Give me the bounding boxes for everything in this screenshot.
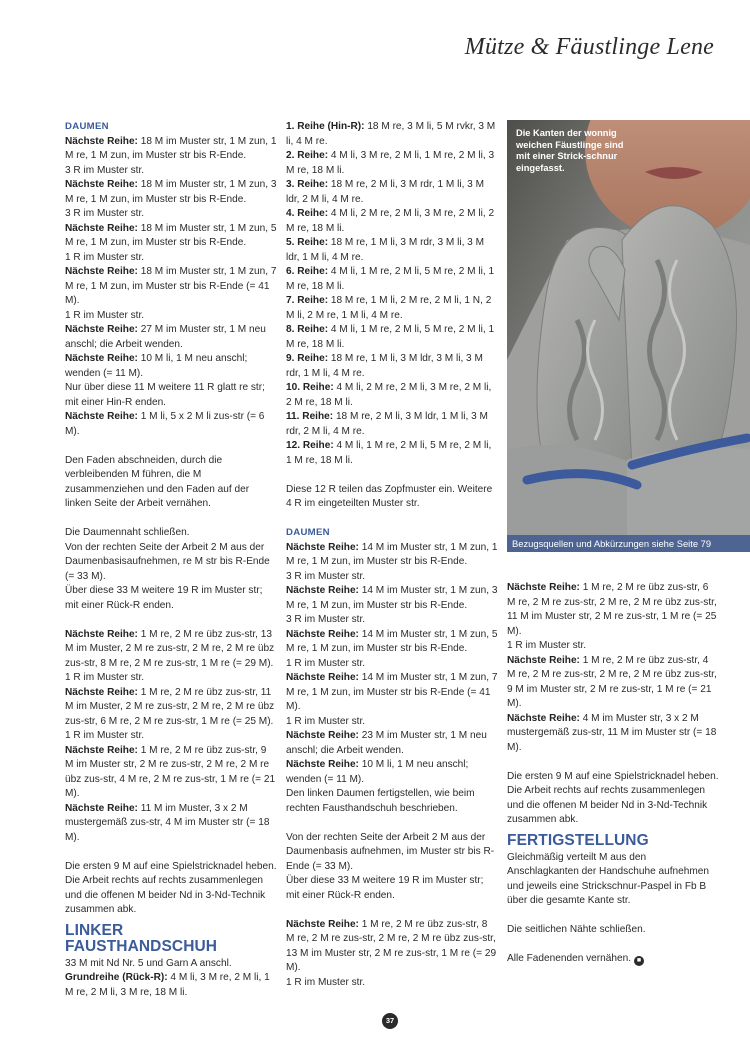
column-middle bbox=[286, 120, 498, 990]
section-heading-fertigstellung: FERTIGSTELLUNG bbox=[507, 831, 649, 849]
instruction-row: Nächste Reihe: 10 M li, 1 M neu anschl; wenden (= 11 M). bbox=[65, 353, 248, 379]
instruction-row: Nächste Reihe: 1 M re, 2 M re übz zus-str, 13 M im Muster, 2 M re zus-str, 2 M re, 2 M re übz zus-str, 8 M re, 2 M re zus-str, 1 M re (= 29 M). bbox=[65, 628, 275, 669]
instruction-row: Nächste Reihe: 18 M im Muster str, 1 M zun, 3 M re, 1 M zun, im Muster str bis R-Ende. bbox=[65, 179, 277, 205]
paragraph: Über diese 33 M weitere 19 R im Muster str; mit einer Rück-R enden. bbox=[286, 875, 484, 901]
instruction-line: 3 R im Muster str. bbox=[286, 570, 366, 582]
instruction-line: 1 R im Muster str. bbox=[286, 976, 366, 988]
instruction-line: 1 R im Muster str. bbox=[65, 309, 145, 321]
photo-caption-bar: Bezugsquellen und Abkürzungen siehe Seite 79 bbox=[507, 535, 750, 552]
instruction-line: 1 R im Muster str. bbox=[65, 730, 145, 741]
section-heading-daumen: DAUMEN bbox=[65, 121, 109, 132]
paragraph: Die Daumennaht schließen. bbox=[65, 527, 190, 538]
instruction-line: 3 R im Muster str. bbox=[65, 164, 145, 176]
paragraph: Diese 12 R teilen das Zopfmuster ein. Weitere 4 R im eingeteilten Muster str. bbox=[286, 483, 493, 509]
paragraph: Die Arbeit rechts auf rechts zusammenlegen und die offenen M beider Nd in 3-Nd-Technik zusammen abk. bbox=[65, 875, 266, 915]
instruction-row: Nächste Reihe: 10 M li, 1 M neu anschl; wenden (= 11 M). bbox=[286, 759, 469, 785]
paragraph: Die ersten 9 M auf eine Spielstricknadel heben. bbox=[65, 860, 277, 872]
pattern-row: 5. Reihe: 18 M re, 1 M li, 3 M rdr, 3 M li, 3 M ldr, 1 M li, 4 M re. bbox=[286, 237, 485, 263]
instruction-line: 1 R im Muster str. bbox=[507, 640, 587, 651]
pattern-row: 6. Reihe: 4 M li, 1 M re, 2 M li, 5 M re, 2 M li, 1 M re, 18 M li. bbox=[286, 266, 495, 292]
instruction-line: 3 R im Muster str. bbox=[286, 614, 366, 625]
section-heading-daumen: DAUMEN bbox=[286, 527, 330, 538]
instruction-row: Nächste Reihe: 14 M im Muster str, 1 M zun, 1 M re, 1 M zun, im Muster str bis R-Ende. bbox=[286, 541, 498, 567]
instruction-row: Nächste Reihe: 4 M im Muster str, 3 x 2 M mustergemäß zus-str, 11 M im Muster str (= 18 M). bbox=[507, 712, 717, 753]
instruction-line: 1 R im Muster str. bbox=[286, 715, 366, 727]
instruction-row: Nächste Reihe: 14 M im Muster str, 1 M zun, 7 M re, 1 M zun, im Muster str bis R-Ende (= 41 M). bbox=[286, 672, 498, 712]
instruction-row: Nächste Reihe: 18 M im Muster str, 1 M zun, 5 M re, 1 M zun, im Muster str bis R-Ende. bbox=[65, 222, 277, 248]
instruction-row: Nächste Reihe: 1 M re, 2 M re übz zus-str, 8 M re, 2 M re zus-str, 2 M re, 2 M re übz zus-str, 13 M im Muster str, 2 M re zus-str, 1 M re (= 29 M). bbox=[286, 918, 497, 973]
paragraph-end: Alle Fadenenden vernähen. ■ bbox=[507, 952, 719, 967]
photo-mittens bbox=[507, 120, 750, 552]
instruction-row: Nächste Reihe: 1 M re, 2 M re übz zus-str, 4 M re, 2 M re zus-str, 2 M re, 2 M re übz zus-str, 9 M im Muster str, 2 M re zus-str, 1 M re (= 21 M). bbox=[507, 654, 717, 709]
instruction-line: 3 R im Muster str. bbox=[65, 208, 145, 219]
instruction-line: 1 R im Muster str. bbox=[65, 672, 145, 683]
instruction-row: Nächste Reihe: 27 M im Muster str, 1 M neu anschl; die Arbeit wenden. bbox=[65, 324, 266, 350]
end-mark-icon: ■ bbox=[634, 956, 644, 966]
paragraph: Von der rechten Seite der Arbeit 2 M aus der Daumenbasis aufnehmen, im Muster str bis R-Ende (= 33 M). bbox=[286, 831, 495, 872]
paragraph: Gleichmäßig verteilt M aus den Anschlagkanten der Handschuhe aufnehmen und jeweils eine Strickschnur-Paspel in Fb B über die gesamte Kante str. bbox=[507, 851, 710, 906]
instruction-row: Nächste Reihe: 23 M im Muster str, 1 M neu anschl; die Arbeit wenden. bbox=[286, 730, 487, 756]
pattern-row: 3. Reihe: 18 M re, 2 M li, 3 M rdr, 1 M li, 3 M ldr, 2 M li, 4 M re. bbox=[286, 179, 485, 205]
pattern-row: 2. Reihe: 4 M li, 3 M re, 2 M li, 1 M re, 2 M li, 3 M re, 18 M li. bbox=[286, 150, 495, 176]
paragraph: 33 M mit Nd Nr. 5 und Garn A anschl. bbox=[65, 957, 232, 969]
paragraph: Die seitlichen Nähte schließen. bbox=[507, 924, 646, 935]
paragraph: Die Arbeit rechts auf rechts zusammenlegen und die offenen M beider Nd in 3-Nd-Technik zusammen abk. bbox=[507, 785, 708, 825]
instruction-line: Nur über diese 11 M weitere 11 R glatt re str; mit einer Hin-R enden. bbox=[65, 382, 265, 408]
column-left bbox=[65, 120, 277, 1000]
column-right bbox=[507, 581, 719, 967]
instruction-line: 1 R im Muster str. bbox=[65, 251, 145, 263]
pattern-row: 11. Reihe: 18 M re, 2 M li, 3 M ldr, 1 M li, 3 M rdr, 2 M li, 4 M re. bbox=[286, 411, 488, 437]
pattern-row: 9. Reihe: 18 M re, 1 M li, 3 M ldr, 3 M li, 3 M rdr, 1 M li, 4 M re. bbox=[286, 353, 483, 379]
paragraph: Den linken Daumen fertigstellen, wie beim rechten Fausthandschuh beschrieben. bbox=[286, 788, 475, 814]
instruction-row: Nächste Reihe: 1 M li, 5 x 2 M li zus-str (= 6 M). bbox=[65, 411, 265, 437]
paragraph: Von der rechten Seite der Arbeit 2 M aus der Daumenbasisaufnehmen, re M str bis R-Ende (= 33 M). bbox=[65, 541, 270, 582]
instruction-row: Nächste Reihe: 1 M re, 2 M re übz zus-str, 6 M re, 2 M re zus-str, 2 M re, 2 M re übz zus-str, 11 M im Muster str, 2 M re zus-str, 1 M re (= 25 M). bbox=[507, 582, 717, 637]
instruction-row: Nächste Reihe: 1 M re, 2 M re übz zus-str, 11 M im Muster, 2 M re zus-str, 2 M re, 2 M re übz zus-str, 6 M re, 2 M re zus-str, 1 M re (= 25 M). bbox=[65, 686, 275, 727]
instruction-row: Nächste Reihe: 11 M im Muster, 3 x 2 M mustergemäß zus-str, 4 M im Muster str (= 18 M). bbox=[65, 802, 270, 843]
pattern-row: 10. Reihe: 4 M li, 2 M re, 2 M li, 3 M re, 2 M li, 2 M re, 18 M li. bbox=[286, 382, 492, 408]
pattern-row: 8. Reihe: 4 M li, 1 M re, 2 M li, 5 M re, 2 M li, 1 M re, 18 M li. bbox=[286, 324, 495, 350]
paragraph: Den Faden abschneiden, durch die verbleibenden M führen, die M zusammenziehen und den Faden auf der linken Seite der Arbeit vernähen. bbox=[65, 454, 250, 509]
section-heading-linker-fausthandschuh: LINKER FAUSTHANDSCHUH bbox=[65, 921, 218, 955]
paragraph: Die ersten 9 M auf eine Spielstricknadel heben. bbox=[507, 770, 719, 782]
instruction-row: Nächste Reihe: 18 M im Muster str, 1 M zun, 7 M re, 1 M zun, im Muster str bis R-Ende (= 41 M). bbox=[65, 266, 277, 306]
pattern-row: 12. Reihe: 4 M li, 1 M re, 2 M li, 5 M re, 2 M li, 1 M re, 18 M li. bbox=[286, 440, 492, 466]
instruction-row: Nächste Reihe: 14 M im Muster str, 1 M zun, 3 M re, 1 M zun, im Muster str bis R-Ende. bbox=[286, 585, 498, 611]
page-title: Mütze & Fäustlinge Lene bbox=[464, 34, 714, 60]
mittens-illustration bbox=[507, 120, 750, 552]
instruction-row: Nächste Reihe: 18 M im Muster str, 1 M zun, 1 M re, 1 M zun, im Muster str bis R-Ende. bbox=[65, 135, 277, 161]
photo-caption: Die Kanten der wonnig weichen Fäustlinge sind mit einer Strick-schnur eingefasst. bbox=[516, 128, 624, 173]
pattern-row: 7. Reihe: 18 M re, 1 M li, 2 M re, 2 M li, 1 N, 2 M li, 2 M re, 1 M li, 4 M re. bbox=[286, 295, 492, 321]
instruction-row: Grundreihe (Rück-R): 4 M li, 3 M re, 2 M li, 1 M re, 2 M li, 3 M re, 18 M li. bbox=[65, 972, 270, 998]
paragraph: Über diese 33 M weitere 19 R im Muster str; mit einer Rück-R enden. bbox=[65, 585, 263, 611]
pattern-row: 1. Reihe (Hin-R): 18 M re, 3 M li, 5 M rvkr, 3 M li, 4 M re. bbox=[286, 121, 496, 147]
instruction-line: 1 R im Muster str. bbox=[286, 657, 366, 669]
instruction-row: Nächste Reihe: 1 M re, 2 M re übz zus-str, 9 M im Muster str, 2 M re zus-str, 2 M re, 2 M re übz zus-str, 4 M re, 2 M re zus-str, 1 M re (= 21 M). bbox=[65, 744, 276, 799]
pattern-row: 4. Reihe: 4 M li, 2 M re, 2 M li, 3 M re, 2 M li, 2 M re, 18 M li. bbox=[286, 208, 495, 234]
instruction-row: Nächste Reihe: 14 M im Muster str, 1 M zun, 5 M re, 1 M zun, im Muster str bis R-Ende. bbox=[286, 628, 498, 654]
page-number: 37 bbox=[382, 1013, 398, 1029]
